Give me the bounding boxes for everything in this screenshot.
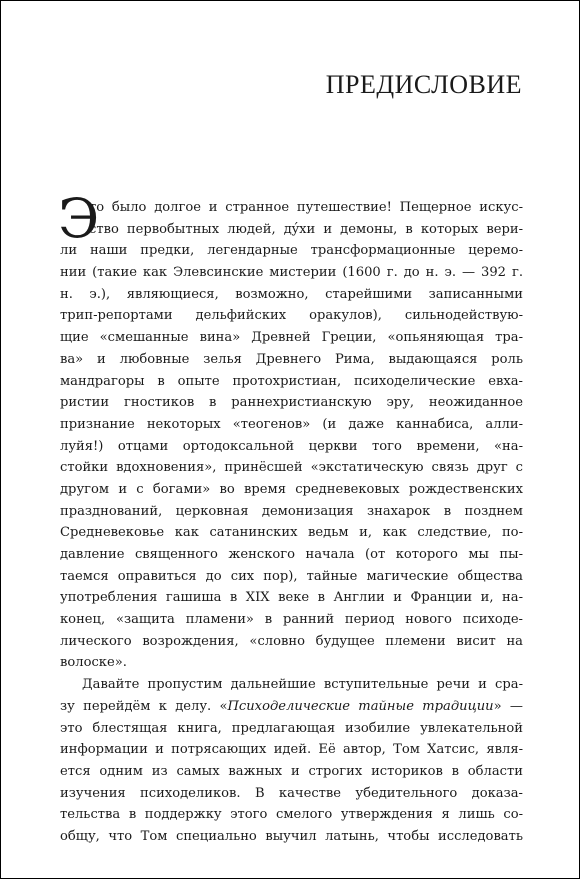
- chapter-title: ПРЕДИСЛОВИЕ: [325, 70, 522, 99]
- text-line: ется одним из самых важных и строгих историков в области: [60, 763, 523, 779]
- text-line: другом и с богами» во время средневековых рождественских: [60, 481, 523, 497]
- text-line: таемся оправиться до сих пор), тайные магические общества: [60, 568, 523, 584]
- text-line: употребления гашиша в XIX веке в Англии и Франции и, на-: [60, 590, 523, 606]
- paragraph-2: [60, 674, 523, 848]
- text-line: празднований, церковная демонизация знахарок в позднем: [60, 503, 523, 519]
- paragraph-1: [58, 187, 523, 674]
- text-line: то было долгое и странное путешествие! Пещерное искус-: [89, 200, 523, 215]
- text-line: трип-репортами дельфийских оракулов), сильнодействую-: [60, 308, 523, 324]
- text-fragment: » —: [493, 698, 523, 714]
- text-line: общу, что Том специально выучил латынь, чтобы исследовать: [60, 828, 523, 844]
- text-line: щие «смешанные вина» Древней Греции, «опьяняющая тра-: [60, 330, 523, 346]
- text-fragment: зу перейдём к делу. «: [60, 698, 228, 714]
- text-line: волоске».: [60, 655, 127, 671]
- text-line: Средневековье как сатанинских ведьм и, как следствие, по-: [60, 525, 523, 541]
- text-line: Давайте пропустим дальнейшие вступительные речи и сра-: [82, 677, 523, 693]
- book-title: Психоделические тайные традиции: [227, 698, 494, 714]
- text-line: ство первобытных людей, дýхи и демоны, в которых вери-: [89, 221, 523, 237]
- text-line: давление священного женского начала (от которого мы пы-: [60, 547, 523, 562]
- text-line: это блестящая книга, предлагающая изобилие увлекательной: [60, 720, 523, 736]
- text-line: нии (такие как Элевсинские мистерии (1600 г. до н. э. — 392 г.: [60, 265, 523, 281]
- text-line: луйя!) отцами ортодоксальной церкви того времени, «на-: [60, 438, 523, 454]
- text-line: признание некоторых «теогенов» (и даже каннабиса, алли-: [60, 416, 523, 432]
- text-line: н. э.), являющиеся, возможно, старейшими записанными: [60, 286, 523, 302]
- text-line: ристии гностиков в раннехристианскую эру, неожиданное: [60, 395, 523, 411]
- text-line: стойки вдохновения», принёсшей «экстатическую связь друг с: [60, 460, 523, 476]
- drop-cap: Э: [58, 187, 100, 250]
- text-line: лического возрождения, «словно будущее племени висит на: [60, 633, 523, 649]
- text-line: ли наши предки, легендарные трансформационные церемо-: [60, 243, 523, 259]
- text-line: изучения психоделиков. В качестве убедительного доказа-: [60, 785, 523, 801]
- text-line-with-book-title: [60, 696, 523, 718]
- body-text: [58, 187, 523, 848]
- text-line: тельства в поддержку этого смелого утверждения я лишь со-: [60, 807, 523, 823]
- text-line: мандрагоры в опыте протохристиан, психоделические евха-: [60, 373, 523, 389]
- text-line: конец, «защита пламени» в ранний период нового психоде-: [60, 612, 523, 628]
- text-line: информации и потрясающих идей. Её автор, Том Хатсис, явля-: [60, 742, 523, 758]
- text-line: ва» и любовные зелья Древнего Рима, выдающаяся роль: [60, 351, 523, 367]
